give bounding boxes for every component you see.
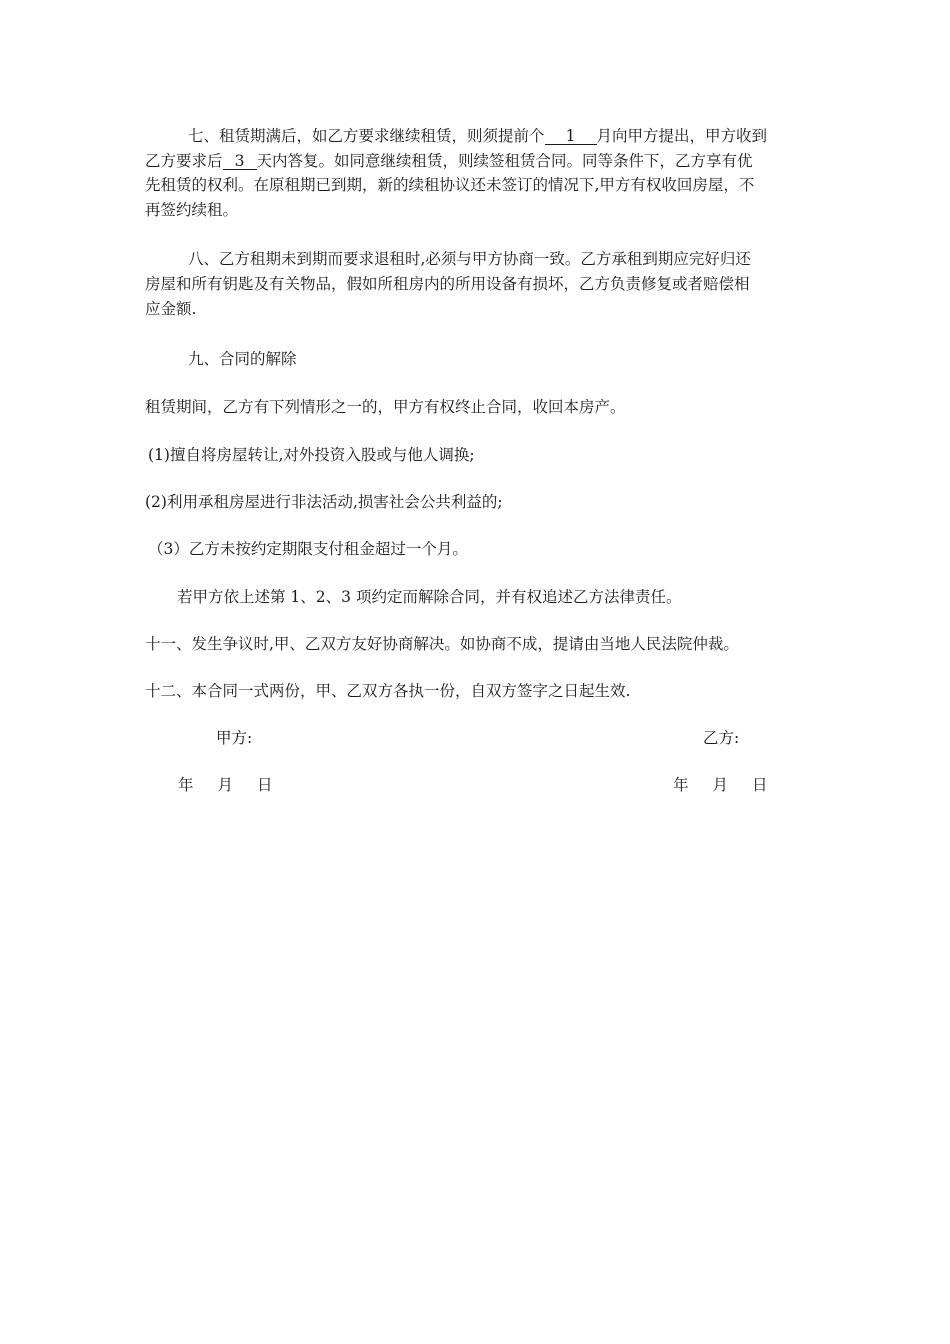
clause-7-line-4: 再签约续租。 [145,201,239,219]
party-a-date [178,778,273,794]
party-b-date [673,778,768,794]
date-day: 日 [752,776,768,794]
clause-7-line-2 [145,153,753,170]
clause-7-text: 七、租赁期满后，如乙方要求继续租赁，则须提前个 [188,127,545,145]
clause-8-line-1: 八、乙方租期未到期而要求退租时,必须与甲方协商一致。乙方承租到期应完好归还 [188,250,751,268]
clause-7-text: 月向甲方提出，甲方收到 [596,127,768,145]
clause-7-line-3: 先租赁的权利。在原租期已到期，新的续租协议还未签订的情况下,甲方有权收回房屋，不 [145,176,755,194]
date-day: 日 [257,776,273,794]
clause-11: 十一、发生争议时,甲、乙双方友好协商解决。如协商不成，提请由当地人民法院仲裁。 [145,635,739,653]
party-a-signature-label: 甲方: [216,729,253,747]
clause-8-line-3: 应金额. [145,300,197,318]
clause-9-intro: 租赁期间，乙方有下列情形之一的，甲方有权终止合同，收回本房产。 [145,398,626,416]
date-year: 年 [673,776,689,794]
clause-9-item-3: （3）乙方未按约定期限支付租金超过一个月。 [148,540,468,558]
party-b-signature-label: 乙方: [703,729,740,747]
clause-7-text: 乙方要求后 [145,152,223,170]
clause-9-item-1: (1)擅自将房屋转让,对外投资入股或与他人调换; [148,446,475,464]
date-month: 月 [712,776,729,794]
clause-12: 十二、本合同一式两份，甲、乙双方各执一份，自双方签字之日起生效. [145,682,631,700]
clause-9-heading: 九、合同的解除 [188,350,297,368]
date-year: 年 [178,776,194,794]
date-month: 月 [217,776,234,794]
months-blank: 1 [545,128,597,145]
days-blank: 3 [223,153,257,170]
clause-9-item-2: (2)利用承租房屋进行非法活动,损害社会公共利益的; [145,493,503,511]
clause-7-text: 天内答复。如同意继续租赁，则续签租赁合同。同等条件下，乙方享有优 [256,152,753,170]
clause-8-line-2: 房屋和所有钥匙及有关物品，假如所租房内的所用设备有损坏，乙方负责修复或者赔偿相 [145,275,750,293]
clause-9-consequence: 若甲方依上述第 1、2、3 项约定而解除合同，并有权追述乙方法律责任。 [177,588,682,606]
clause-7-line-1 [188,128,767,145]
